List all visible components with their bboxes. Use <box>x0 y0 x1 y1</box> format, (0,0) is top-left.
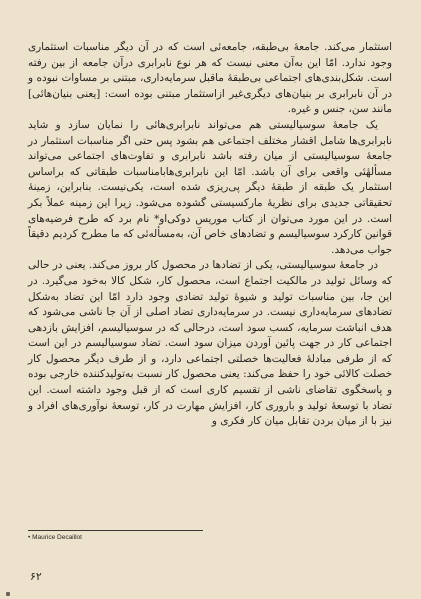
footnote: • Maurice Decaillot <box>28 534 82 541</box>
footnote-divider <box>28 530 203 531</box>
corner-mark <box>6 592 10 596</box>
paragraph: استثمار می‌کند. جامعهٔ بی‌طبقه، جامعه‌ئی است که در آن دیگر مناسبات استثماری وجود ندارد. امّا این به‌آن معنی نیست که هر نوع نابرابری درآن جامعه از بین رفته است. شکل‌بندی‌های اجتماعی بی‌طبقهٔ ماقبل سرمایه‌داری، مبتنی بر مساوات نبوده و در آن نابرابری بر بنیان‌های دیگری‌غیر ازاستثمار مبتنی بوده است: [یعنی بنیان‌هائی] مانند سن، جنس و غیره. <box>28 41 392 116</box>
page-number: ۶۲ <box>30 570 42 583</box>
body-text <box>28 40 392 430</box>
paragraph: یک جامعهٔ سوسیالیستی هم می‌تواند نابرابری‌هائی را نمایان سازد و شاید نابرابری‌ها شامل اقشار مختلف اجتماعی هم بشود پس حتی اگر مناسبات استثمار در جامعهٔ سوسیالیستی از میان رفته باشد نابرابری و تفاوت‌های اجتماعی می‌تواند مسألهٔئی واقعی برای آن باشد. امّا این نابرابری‌هابامناسبات طبقاتی که براساس استثمار یک طبقه از طبقهٔ دیگر پی‌ریزی شده است، یکی‌نیست. بنابراین، زمینهٔ تحقیقاتی جدیدی برای نظریهٔ مارکسیستی گشوده می‌شود. زیرا این زمینه عملاً بکر است. در این مورد می‌توان از کتاب موریس دوکی‌او* نام برد که طرح فرضیه‌های قوانین کارکرد سوسیالیسم و تضادهای خاص آن، به‌مسأله‌ئی که ما مطرح کردیم دقیقاً جواب می‌دهد. <box>28 118 392 256</box>
paragraph: در جامعهٔ سوسیالیستی، یکی از تضادها در محصول کار بروز می‌کند. یعنی در حالی که وسائل تولید در مالکیت اجتماع است، محصول کار، شکل کالا به‌خود می‌گیرد. در این جا، بین مناسبات تولید و شیوهٔ تولید تضادی وجود دارد امّا این تضاد به‌شکل تضادهای سرمایه‌داری نیست. در سرمایه‌داری تضاد اصلی از آن جا ناشی می‌شود که هدف انباشت سرمایه، کسب سود است، درحالی که در سوسیالیسم، افزایش بازدهی اجتماعی کار در جهت پائین آوردن میزان سود است. تضاد سوسیالیسم در این است که از طرفی مبادلهٔ فعالیت‌ها خصلتی اجتماعی دارد، و از طرف دیگر محصول کار خصلت کالائی خود را حفظ می‌کند: یعنی محصول کار نسبت به‌تولیدکننده خارجی بوده و پاسخگوی تقاضای ناشی از تقسیم کاری است که از قبل وجود داشته است. این تضاد با توسعهٔ تولید و باروری کار، افزایش مهارت در کار، توسعهٔ نوآوری‌های افراد و نیز با از میان بردن تقابل میان کار فکری و <box>28 259 392 428</box>
